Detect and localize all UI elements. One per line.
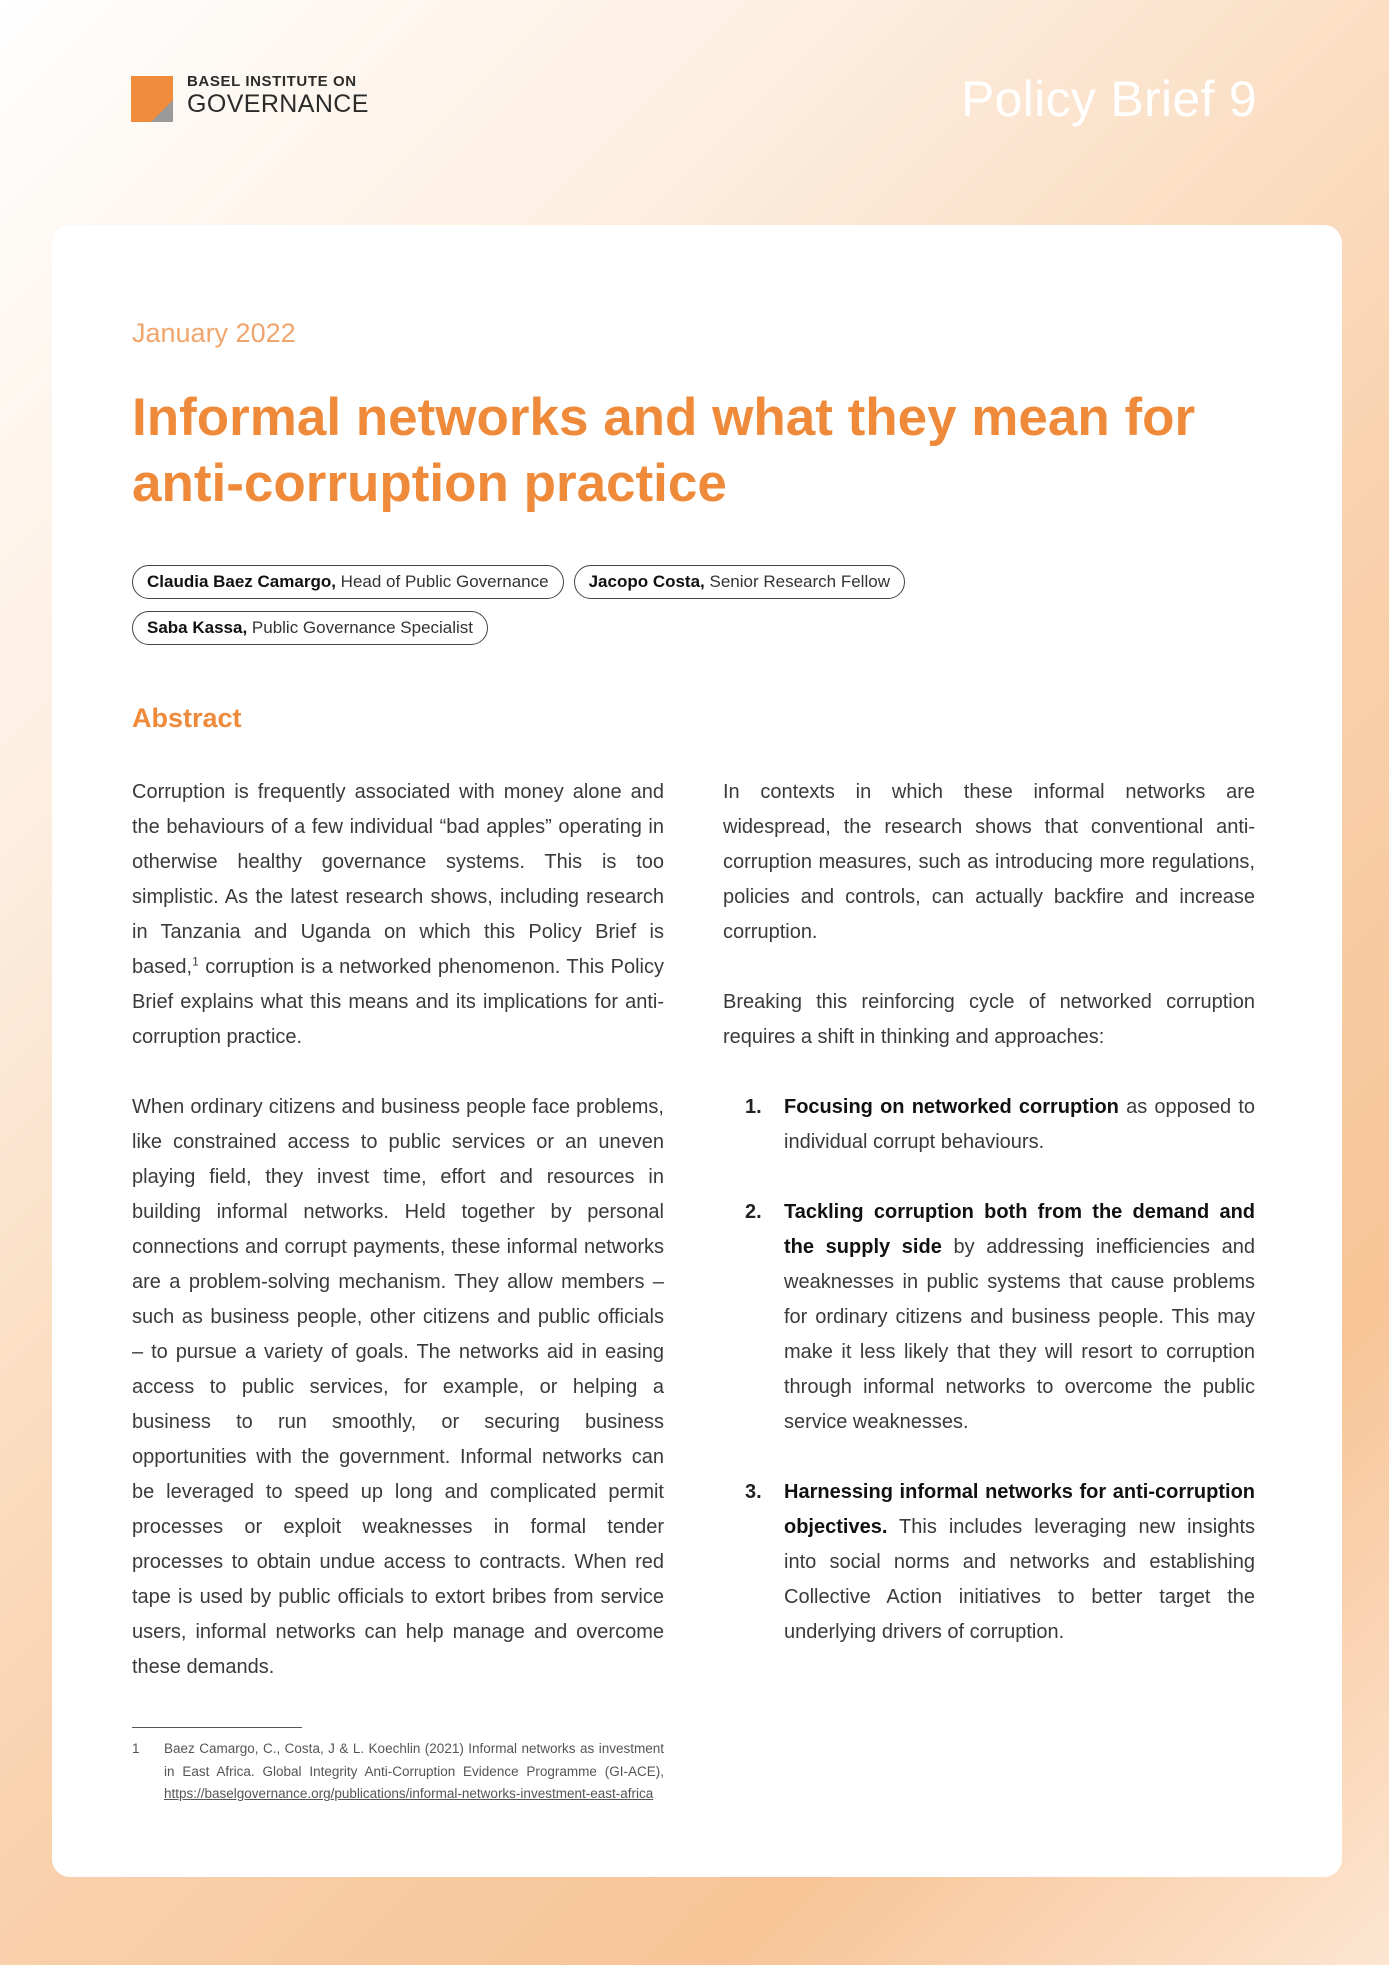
- author-role: Senior Research Fellow: [704, 572, 890, 591]
- logo-mark-icon: [131, 76, 173, 122]
- content-card: [52, 225, 1342, 1877]
- list-item: 3. Harnessing informal networks for anti-corruption objectives. This includes leveraging new insights into social norms and networks and establishing Collective Action initiatives to better target the underlying drivers of corruption.: [745, 1481, 1255, 1643]
- publication-date: January 2022: [132, 318, 296, 348]
- author-role: Head of Public Governance: [335, 572, 549, 591]
- paragraph: When ordinary citizens and business people face problems, like constrained access to public services or an uneven playing field, they invest time, effort and resources in building informal networks. Held together by personal connections and corrupt payments, these informal networks are a problem-solving mechanism. They allow members – such as business people, other citizens and public officials – to pursue a variety of goals. The networks aid in easing access to public services, for example, or helping a business to run smoothly, or securing business opportunities with the government. Informal networks can be leveraged to speed up long and complicated permit processes or exploit weaknesses in formal tender processes to obtain undue access to contracts. When red tape is used by public officials to extort bribes from service users, informal networks can help manage and overcome these demands.: [132, 1096, 664, 1678]
- footnote-divider: [132, 1727, 302, 1728]
- footnote: [132, 1727, 664, 1806]
- author-name: Jacopo Costa,: [588, 572, 705, 591]
- left-column: [132, 775, 664, 1720]
- right-column: [723, 775, 1255, 1685]
- footnote-link[interactable]: https://baselgovernance.org/publications/informal-networks-investment-east-africa: [164, 1786, 654, 1801]
- paragraph: Corruption is frequently associated with money alone and the behaviours of a few individual “bad apples” operating in otherwise healthy governance systems. This is too simplistic. As the latest research shows, including research in Tanzania and Uganda on which this Policy Brief is based,$^1$ corruption is a networked phenomenon. This Policy Brief explains what this means and its implications for anti-corruption practice.: [132, 781, 664, 1048]
- list-item: 1. Focusing on networked corruption as opposed to individual corrupt behaviours.: [745, 1096, 1255, 1153]
- author-pill: [132, 611, 488, 645]
- paragraph: Breaking this reinforcing cycle of networked corruption requires a shift in thinking and approaches:: [723, 991, 1255, 1048]
- author-name: Saba Kassa,: [147, 618, 248, 637]
- footnote-text: Baez Camargo, C., Costa, J & L. Koechlin (2021) Informal networks as investment in East Africa. Global Integrity Anti-Corruption Evidence Programme (GI-ACE), https://baselgovernance.org/publications/informal-networks-investment-east-africa: [164, 1741, 664, 1801]
- footnote-number: 1: [132, 1741, 140, 1756]
- author-pill: [132, 565, 564, 599]
- footnote-ref[interactable]: 1: [192, 954, 199, 969]
- logo: [131, 74, 369, 122]
- page-title: Informal networks and what they mean for anti-corruption practice: [132, 388, 1196, 513]
- author-pill: [574, 565, 905, 599]
- logo-line2: GOVERNANCE: [187, 90, 369, 118]
- author-role: Public Governance Specialist: [247, 618, 474, 637]
- approach-list: [723, 1090, 1255, 1650]
- paragraph: In contexts in which these informal networks are widespread, the research shows that conventional anti-corruption measures, such as introducing more regulations, policies and controls, can actually backfire and increase corruption.: [723, 781, 1255, 943]
- series-label: Policy Brief 9: [961, 71, 1257, 127]
- author-name: Claudia Baez Camargo,: [147, 572, 336, 591]
- authors: [132, 565, 1252, 657]
- list-item: 2. Tackling corruption both from the demand and the supply side by addressing inefficiencies and weaknesses in public systems that cause problems for ordinary citizens and business people. This may make it less likely that they will resort to corruption through informal networks to overcome the public service weaknesses.: [745, 1201, 1255, 1433]
- logo-line1: BASEL INSTITUTE ON: [187, 73, 357, 90]
- abstract-heading: Abstract: [132, 703, 242, 733]
